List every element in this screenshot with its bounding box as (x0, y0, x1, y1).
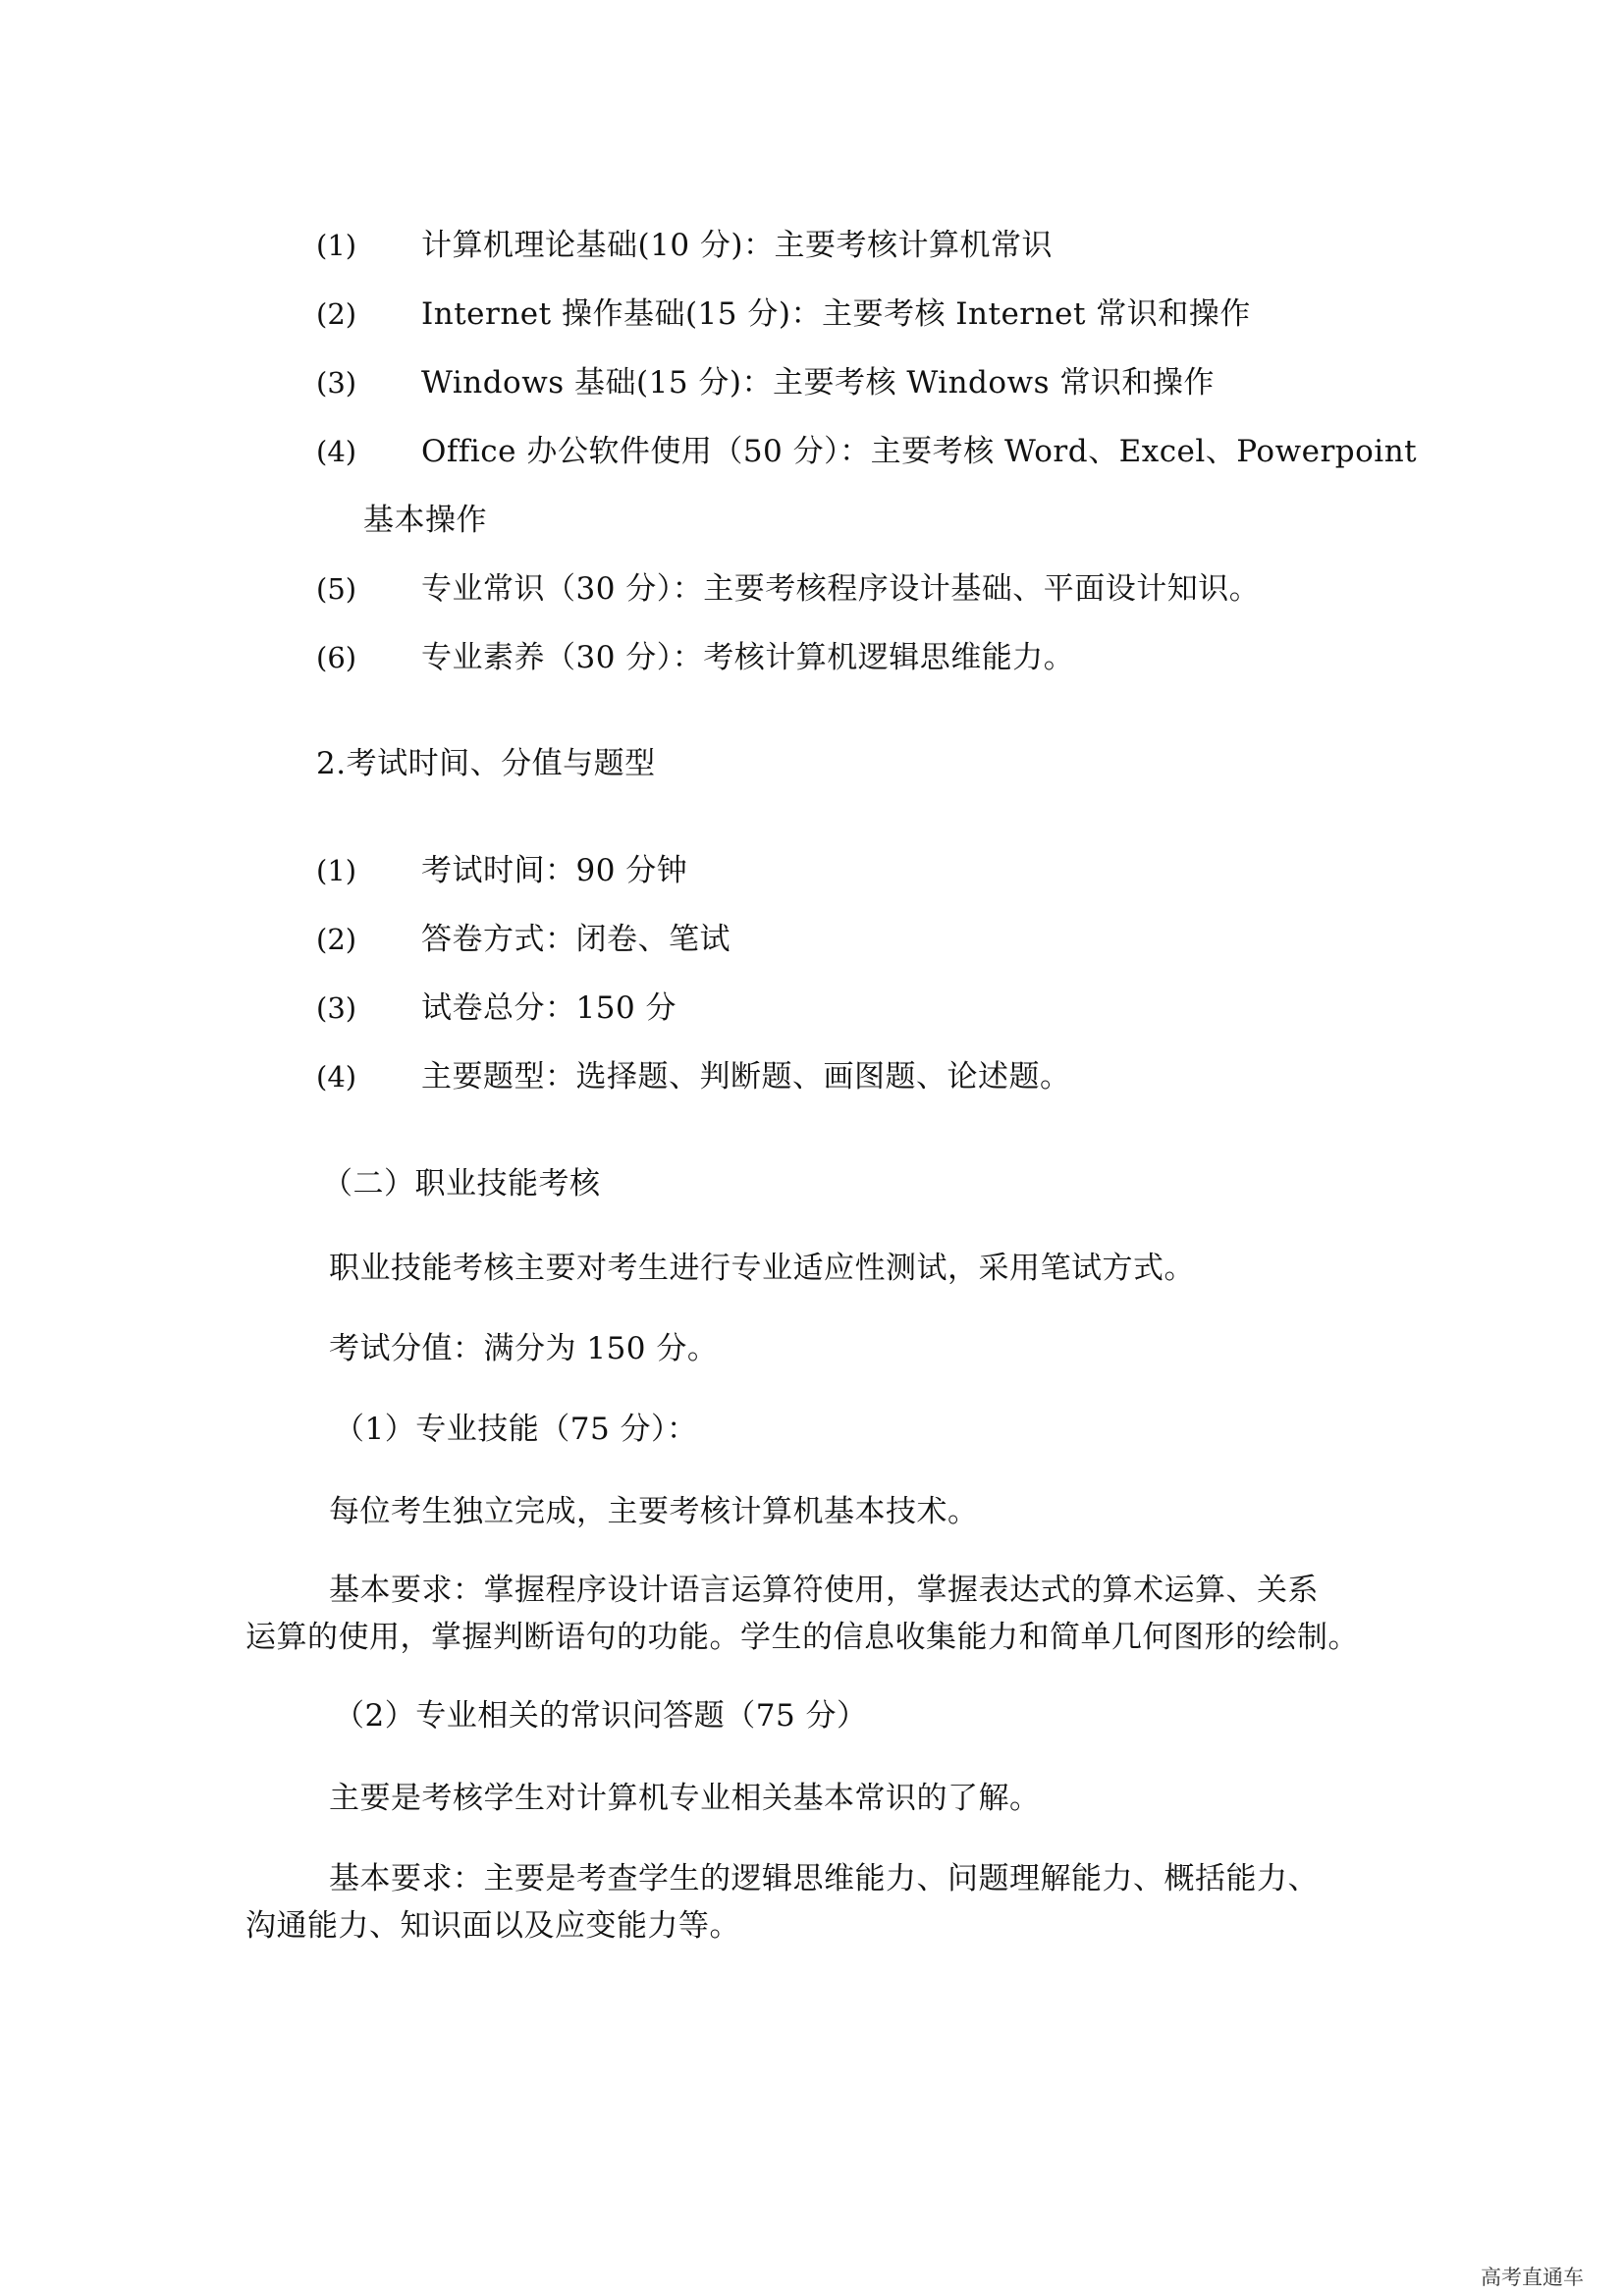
list1-item-6-number: (6) (316, 641, 357, 674)
list1-item-5-text: 专业常识（30 分）：主要考核程序设计基础、平面设计知识。 (421, 571, 1261, 607)
list2-item-4-text: 主要题型：选择题、判断题、画图题、论述题。 (421, 1059, 1071, 1095)
list2-item-1-number: (1) (316, 854, 357, 887)
list2-item-3-number: (3) (316, 991, 357, 1025)
list1-item-1-text: 计算机理论基础(10 分)：主要考核计算机常识 (421, 228, 1053, 263)
list2-item-3-text: 试卷总分：150 分 (421, 990, 677, 1026)
part-2-intro: 职业技能考核主要对考生进行专业适应性测试，采用笔试方式。 (329, 1251, 1195, 1286)
list2-item-2-text: 答卷方式：闭卷、笔试 (421, 922, 731, 957)
list2-item-2-number: (2) (316, 923, 357, 956)
sub-1-heading: （1）专业技能（75 分）： (334, 1412, 698, 1447)
list1-item-4-number: (4) (316, 435, 357, 468)
list1-item-5-number: (5) (316, 572, 357, 606)
sub-1-description: 每位考生独立完成，主要考核计算机基本技术。 (329, 1494, 979, 1529)
list1-item-1-number: (1) (316, 229, 357, 262)
section-2-heading: 2.考试时间、分值与题型 (316, 746, 656, 781)
sub-2-heading: （2）专业相关的常识问答题（75 分） (334, 1698, 868, 1734)
sub-2-requirements-line-2: 沟通能力、知识面以及应变能力等。 (245, 1908, 740, 1944)
list1-item-2-number: (2) (316, 297, 357, 331)
list1-item-4-continuation: 基本操作 (363, 503, 487, 538)
list2-item-1-text: 考试时间：90 分钟 (421, 853, 688, 888)
watermark-text: 高考直通车 (1481, 2266, 1584, 2289)
list1-item-3-number: (3) (316, 366, 357, 400)
part-2-heading: （二）职业技能考核 (322, 1166, 601, 1201)
list1-item-4-text: Office 办公软件使用（50 分）：主要考核 Word、Excel、Powerpoint (421, 434, 1418, 469)
list1-item-2-text: Internet 操作基础(15 分)：主要考核 Internet 常识和操作 (421, 296, 1251, 332)
sub-1-requirements-line-2: 运算的使用，掌握判断语句的功能。学生的信息收集能力和简单几何图形的绘制。 (245, 1620, 1359, 1655)
list1-item-3-text: Windows 基础(15 分)：主要考核 Windows 常识和操作 (421, 365, 1215, 400)
sub-1-requirements-line-1: 基本要求：掌握程序设计语言运算符使用，掌握表达式的算术运算、关系 (329, 1573, 1319, 1608)
list1-item-6-text: 专业素养（30 分）：考核计算机逻辑思维能力。 (421, 640, 1075, 675)
part-2-score: 考试分值：满分为 150 分。 (329, 1331, 719, 1366)
list2-item-4-number: (4) (316, 1060, 357, 1094)
sub-2-requirements-line-1: 基本要求：主要是考查学生的逻辑思维能力、问题理解能力、概括能力、 (329, 1861, 1319, 1896)
sub-2-description: 主要是考核学生对计算机专业相关基本常识的了解。 (329, 1781, 1041, 1816)
